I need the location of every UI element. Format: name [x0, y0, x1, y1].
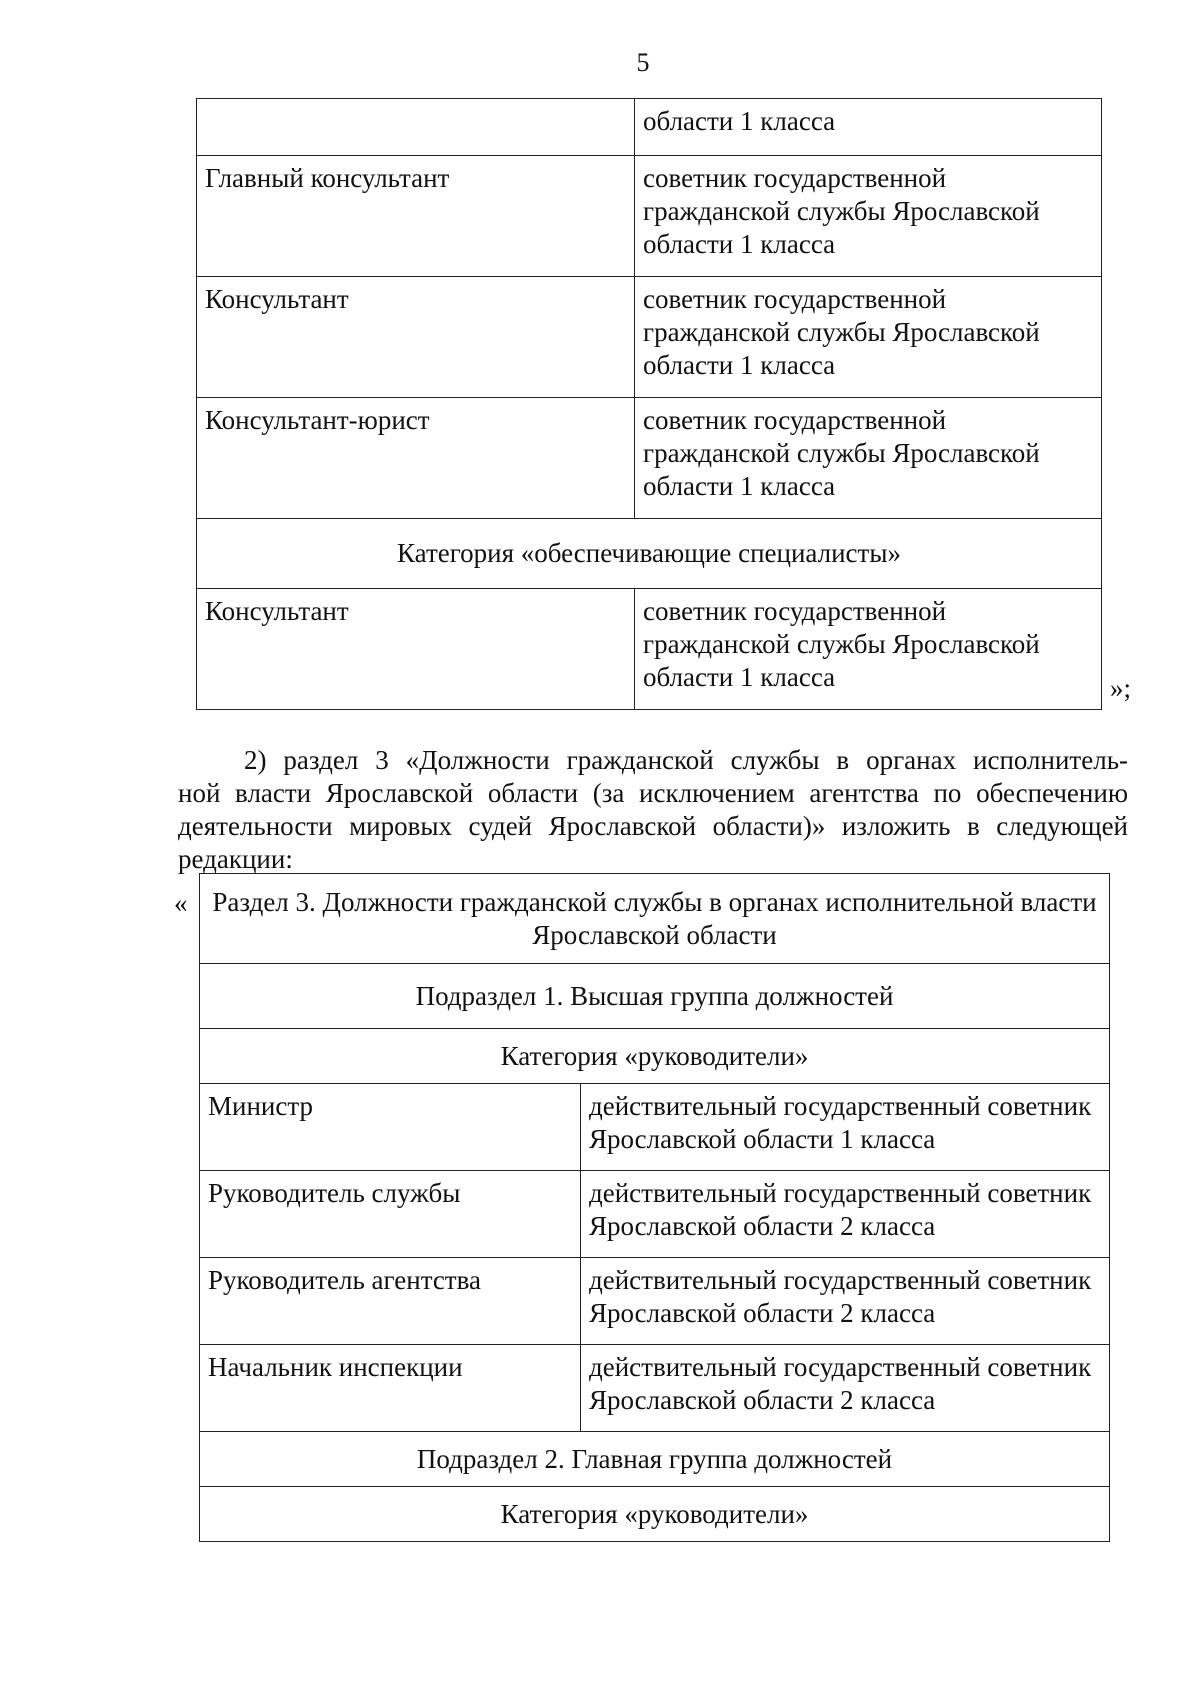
table-row [200, 1258, 1110, 1345]
rank-cell: советник государственной гражданской службы Ярославской области 1 класса [635, 589, 1102, 710]
page-number: 5 [636, 48, 650, 77]
table-row [197, 277, 1102, 398]
category-header: Категория «обеспечивающие специалисты» [197, 519, 1102, 589]
category-row [200, 1029, 1110, 1084]
rank-cell: области 1 класса [635, 99, 1102, 156]
paragraph-line: 2) раздел 3 «Должности гражданской службы в органах исполнитель- [244, 745, 1128, 775]
rank-cell: действительный государственный советник Ярославской области 1 класса [581, 1084, 1110, 1171]
position-cell: Министр [200, 1084, 581, 1171]
rank-cell: действительный государственный советник Ярославской области 2 класса [581, 1345, 1110, 1432]
subsection-row [200, 964, 1110, 1029]
table-row [197, 589, 1102, 710]
position-cell: Начальник инспекции [200, 1345, 581, 1432]
category-row [197, 519, 1102, 589]
opening-quote-mark: « [174, 888, 188, 918]
section-title-row [200, 874, 1110, 964]
position-cell: Консультант-юрист [197, 398, 635, 519]
category-header: Категория «руководители» [200, 1487, 1110, 1542]
closing-quote-mark: »; [1110, 673, 1132, 703]
position-cell: Главный консультант [197, 156, 635, 277]
position-cell: Руководитель агентства [200, 1258, 581, 1345]
paragraph-line: ной власти Ярославской области (за исключением агентства по обеспечению [178, 778, 1128, 808]
table-row [200, 1084, 1110, 1171]
subsection-header: Подраздел 2. Главная группа должностей [200, 1432, 1110, 1487]
subsection-row [200, 1432, 1110, 1487]
category-header: Категория «руководители» [200, 1029, 1110, 1084]
paragraph-line: редакции: [178, 844, 293, 874]
category-row [200, 1487, 1110, 1542]
rank-cell: действительный государственный советник Ярославской области 2 класса [581, 1258, 1110, 1345]
subsection-header: Подраздел 1. Высшая группа должностей [200, 964, 1110, 1029]
section-title: Раздел 3. Должности гражданской службы в органах исполнительной власти Ярославской области [200, 874, 1110, 964]
table-row [197, 99, 1102, 156]
rank-cell: действительный государственный советник Ярославской области 2 класса [581, 1171, 1110, 1258]
positions-table-continued [196, 98, 1102, 710]
rank-cell: советник государственной гражданской службы Ярославской области 1 класса [635, 398, 1102, 519]
rank-cell: советник государственной гражданской службы Ярославской области 1 класса [635, 156, 1102, 277]
table-row [197, 398, 1102, 519]
amendment-paragraph [178, 744, 1128, 876]
table-row [200, 1345, 1110, 1432]
paragraph-line: деятельности мировых судей Ярославской области)» изложить в следующей [178, 811, 1128, 841]
table-row [197, 156, 1102, 277]
position-cell: Консультант [197, 277, 635, 398]
position-cell: Руководитель службы [200, 1171, 581, 1258]
section3-positions-table [199, 873, 1110, 1542]
rank-cell: советник государственной гражданской службы Ярославской области 1 класса [635, 277, 1102, 398]
table-row [200, 1171, 1110, 1258]
position-cell [197, 99, 635, 156]
position-cell: Консультант [197, 589, 635, 710]
